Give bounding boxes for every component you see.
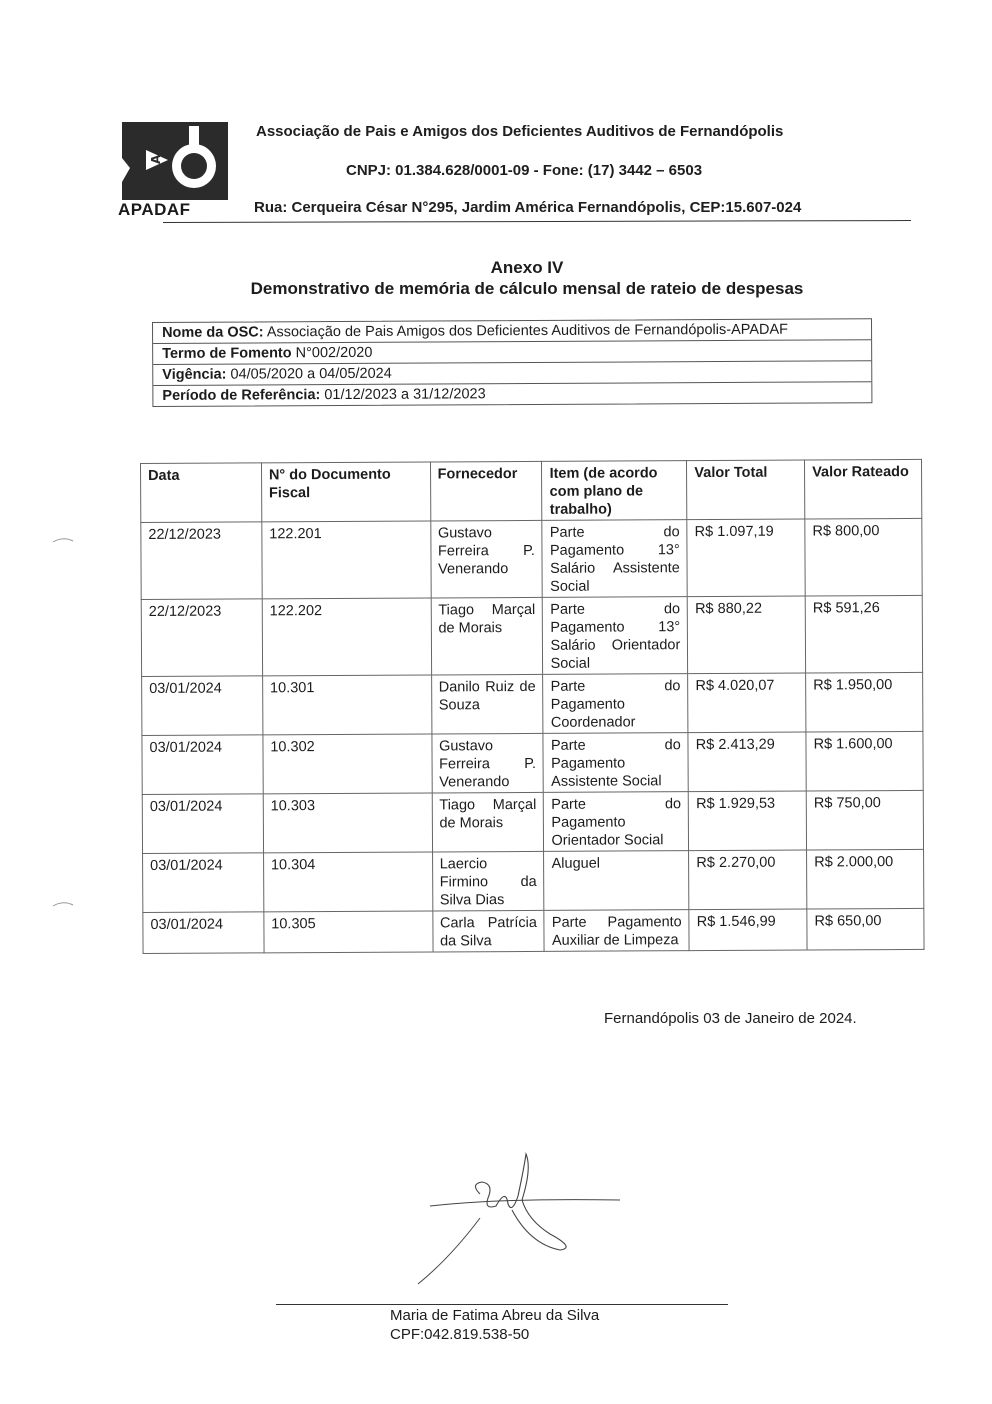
cell-valor-total: R$ 4.020,07 [688, 673, 806, 733]
cell-documento: 122.202 [262, 598, 431, 676]
table-row [143, 908, 924, 953]
info-periodo [153, 382, 871, 406]
cell-valor-rateado: R$ 1.600,00 [806, 731, 923, 791]
cell-valor-total: R$ 2.413,29 [688, 732, 806, 792]
expenses-table [140, 459, 925, 954]
cell-fornecedor: Laercio Firmino da Silva Dias [432, 851, 544, 911]
cell-item: Parte do Pagamento Coordenador [543, 674, 688, 734]
cell-item: Parte Pagamento Auxiliar de Limpeza [544, 910, 689, 952]
cell-fornecedor: Tiago Marçal de Morais [432, 792, 544, 852]
table-row [142, 672, 923, 735]
scan-mark [52, 536, 74, 544]
cell-item: Parte do Pagamento 13° Salário Orientador Social [543, 597, 688, 675]
cell-fornecedor: Gustavo Ferreira P. Venerando [430, 520, 542, 598]
periodo-label: Período de Referência: [162, 387, 321, 404]
cell-valor-rateado: R$ 650,00 [807, 908, 924, 950]
scan-mark [52, 900, 74, 908]
cell-valor-rateado: R$ 800,00 [805, 518, 922, 596]
cell-data: 03/01/2024 [142, 735, 263, 795]
termo-label: Termo de Fomento [162, 345, 292, 362]
table-row [141, 595, 922, 676]
place-date: Fernandópolis 03 de Janeiro de 2024. [604, 1010, 857, 1027]
cell-data: 03/01/2024 [143, 853, 264, 913]
cell-documento: 10.303 [263, 793, 432, 853]
svg-text:A: A [149, 154, 163, 164]
cell-item: Aluguel [544, 851, 689, 911]
cell-valor-total: R$ 1.097,19 [687, 519, 805, 597]
signature-line [276, 1304, 728, 1305]
vigencia-label: Vigência: [162, 366, 227, 383]
annex-title: Anexo IV [490, 258, 564, 277]
signer-cpf: CPF:042.819.538-50 [390, 1326, 530, 1340]
col-header-valor-rateado: Valor Rateado [805, 459, 922, 519]
cell-valor-rateado: R$ 1.950,00 [806, 672, 923, 732]
cell-valor-rateado: R$ 750,00 [806, 790, 923, 850]
document-title: Demonstrativo de memória de cálculo mensal de rateio de despesas [250, 279, 804, 298]
cell-valor-total: R$ 2.270,00 [689, 850, 807, 910]
cell-documento: 10.304 [263, 852, 432, 912]
cell-documento: 10.302 [263, 734, 432, 794]
periodo-value: 01/12/2023 a 31/12/2023 [320, 386, 486, 404]
cell-data: 03/01/2024 [142, 676, 263, 736]
cell-data: 03/01/2024 [143, 912, 264, 954]
org-name: Associação de Pais e Amigos dos Deficientes Auditivos de Fernandópolis [256, 123, 784, 140]
col-header-valor-total: Valor Total [687, 460, 805, 520]
signer-name: Maria de Fatima Abreu da Silva [390, 1307, 600, 1324]
cell-data: 22/12/2023 [141, 522, 262, 600]
org-address: Rua: Cerqueira César N°295, Jardim América Fernandópolis, CEP:15.607-024 [254, 199, 802, 216]
col-header-item: Item (de acordo com plano de trabalho) [542, 461, 687, 521]
osc-value: Associação de Pais Amigos dos Deficientes Auditivos de Fernandópolis-APADAF [263, 321, 789, 341]
cell-data: 03/01/2024 [142, 794, 263, 854]
cell-valor-total: R$ 1.929,53 [689, 791, 807, 851]
osc-label: Nome da OSC: [162, 324, 264, 341]
header-divider [163, 220, 911, 223]
cell-valor-rateado: R$ 2.000,00 [807, 849, 924, 909]
cell-fornecedor: Tiago Marçal de Morais [431, 597, 543, 675]
col-header-fornecedor: Fornecedor [430, 461, 542, 521]
cell-valor-rateado: R$ 591,26 [805, 595, 922, 673]
cell-item: Parte do Pagamento 13° Salário Assistente Social [542, 520, 687, 598]
org-cnpj-phone: CNPJ: 01.384.628/0001-09 - Fone: (17) 3442 – 6503 [346, 162, 703, 179]
cell-documento: 122.201 [262, 521, 431, 599]
cell-fornecedor: Carla Patrícia da Silva [432, 910, 544, 952]
termo-value: N°002/2020 [291, 344, 373, 362]
cell-documento: 10.301 [262, 675, 431, 735]
table-row [141, 518, 922, 599]
cell-fornecedor: Danilo Ruiz de Souza [431, 674, 543, 734]
cell-data: 22/12/2023 [141, 599, 262, 677]
cell-fornecedor: Gustavo Ferreira P. Venerando [431, 733, 543, 793]
table-row [142, 790, 923, 853]
table-row [143, 849, 924, 912]
cell-valor-total: R$ 1.546,99 [689, 909, 807, 951]
col-header-data: Data [141, 463, 262, 523]
table-row [142, 731, 923, 794]
handwritten-signature [410, 1148, 620, 1288]
vigencia-value: 04/05/2020 a 04/05/2024 [226, 365, 392, 383]
logo-text: APADAF [118, 200, 191, 219]
table-header-row [141, 459, 922, 522]
cell-documento: 10.305 [264, 911, 433, 953]
cell-valor-total: R$ 880,22 [688, 596, 806, 674]
col-header-documento: N° do Documento Fiscal [261, 462, 430, 522]
cell-item: Parte do Pagamento Orientador Social [544, 792, 689, 852]
info-box [152, 318, 872, 407]
cell-item: Parte do Pagamento Assistente Social [543, 733, 688, 793]
